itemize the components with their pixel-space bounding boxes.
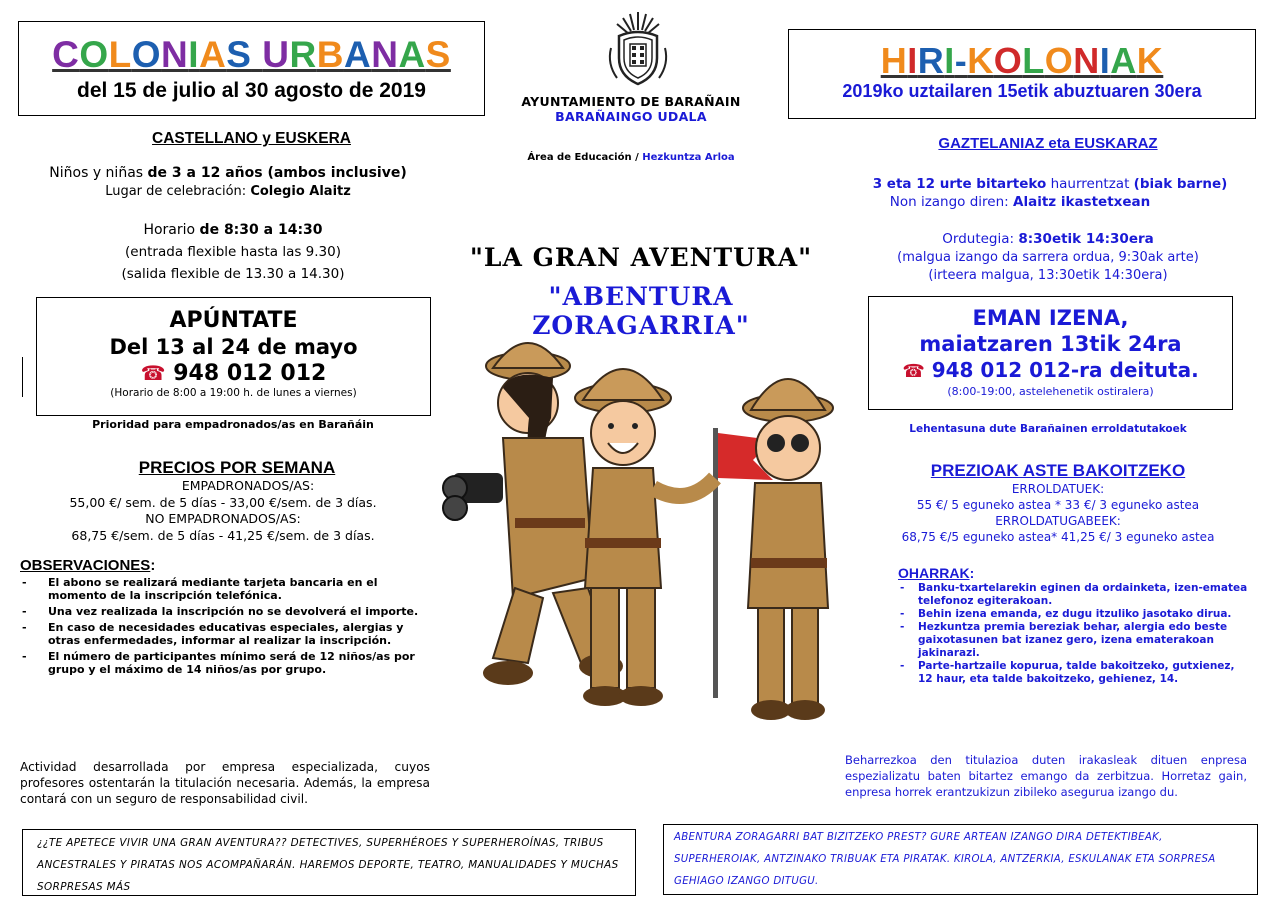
place-es-name: Colegio Alaitz <box>250 184 351 199</box>
signup-phone-eu <box>869 357 1232 385</box>
obs-heading-eu <box>898 565 1248 581</box>
obs-item-es: - El abono se realizará mediante tarjeta bancaria en el momento de la inscripción telefónica. <box>20 576 420 602</box>
schedule-eu-hours: 8:30etik 14:30era <box>1018 231 1154 247</box>
title-eu-letter: K <box>1136 40 1164 81</box>
kid-peeking <box>743 379 833 720</box>
prices-es <box>18 458 428 544</box>
obs-item-eu: - Parte-hartzaile kopurua, talde bakoitzeko, gutxienez, 12 haur, eta talde bakoitzeko, gehienez, 14. <box>898 660 1248 686</box>
prices-registered-eu: 55 €/ 5 eguneko astea * 33 €/ 3 eguneko astea <box>916 498 1200 512</box>
telephone-icon: ☎ <box>140 361 166 385</box>
schedule-es-hours: de 8:30 a 14:30 <box>199 222 323 238</box>
prices-unregistered-es: 68,75 €/sem. de 5 días - 41,25 €/sem. de 3 días. <box>71 528 375 543</box>
title-es-letter: C <box>52 34 80 75</box>
obs-item-eu: - Behin izena emanda, ez dugu itzuliko jasotako dirua. <box>898 608 1248 621</box>
languages-es: CASTELLANO y EUSKERA <box>152 130 351 147</box>
obs-heading-es-colon: : <box>150 557 156 574</box>
title-eu-letter: O <box>993 40 1023 81</box>
phone-number-es: 948 012 012 <box>173 361 327 386</box>
exit-eu: (irteera malgua, 13:30etik 14:30era) <box>928 268 1168 283</box>
dates-es: del 15 de julio al 30 agosto de 2019 <box>77 79 426 102</box>
title-eu-letter: A <box>1110 40 1137 81</box>
obs-heading-es <box>20 557 420 574</box>
signup-hours-es: (Horario de 8:00 a 19:00 h. de lunes a viernes) <box>110 387 357 399</box>
title-es-letter: A <box>199 34 227 75</box>
obs-heading-eu-colon: : <box>969 565 975 581</box>
obs-item-es: - En caso de necesidades educativas especiales, alergias y otras enfermedades, informar al realizar la inscripción. <box>20 621 420 647</box>
dates-eu: 2019ko uztailaren 15etik abuztuaren 30era <box>842 81 1202 101</box>
title-eu-letter: I <box>907 40 918 81</box>
obs-heading-es-text: OBSERVACIONES <box>20 557 151 574</box>
teaser-box-eu <box>663 824 1258 895</box>
title-eu-letter: I <box>1099 40 1111 81</box>
observations-es <box>20 557 420 679</box>
title-es-letter: R <box>289 34 317 75</box>
title-es-letter: A <box>398 34 426 75</box>
entry-eu: (malgua izango da sarrera ordua, 9:30ak arte) <box>897 250 1199 265</box>
obs-item-es: - Una vez realizada la inscripción no se devolverá el importe. <box>20 605 420 618</box>
org-eu: BARAÑAINGO UDALA <box>555 109 707 124</box>
place-es-prefix: Lugar de celebración: <box>105 184 251 199</box>
prices-unregistered-label-es: NO EMPADRONADOS/AS: <box>145 511 301 526</box>
prices-registered-es: 55,00 €/ sem. de 5 días - 33,00 €/sem. de 3 días. <box>69 495 377 510</box>
title-es-letter: O <box>131 34 162 75</box>
audience-es-prefix: Niños y niñas <box>49 165 148 181</box>
telephone-icon: ☎ <box>902 361 925 382</box>
title-eu <box>789 39 1255 83</box>
explorer-kids-illustration <box>433 318 848 738</box>
kid-with-flag <box>575 369 773 706</box>
signup-hours-eu: (8:00-19:00, astelehenetik ostiralera) <box>947 385 1154 398</box>
audience-eu <box>830 176 1270 192</box>
priority-eu: Lehentasuna dute Barañainen erroldatutakoek <box>909 423 1187 435</box>
cursor-bar <box>22 357 23 397</box>
observations-eu <box>898 565 1248 686</box>
place-eu-prefix: Non izango diren: <box>889 194 1014 210</box>
title-es <box>19 33 484 77</box>
schedule-eu-prefix: Ordutegia: <box>942 231 1019 247</box>
exit-es: (salida flexible de 13.30 a 14.30) <box>121 266 345 282</box>
company-eu: Beharrezkoa den titulazioa duten irakasleak dituen enpresa espezializatu baten bitartez emango da zerbitzua. Horretaz gain, enpresa horrek erantzukizun zibileko asegurua izango du. <box>845 753 1247 799</box>
title-eu-letter: H <box>880 40 908 81</box>
signup-phone-es <box>37 360 430 387</box>
schedule-eu <box>848 231 1248 247</box>
title-eu-letter: - <box>954 40 968 81</box>
signup-box-es <box>36 297 431 416</box>
title-eu-letter: K <box>967 40 994 81</box>
place-es <box>18 184 438 199</box>
area-eu: Hezkuntza Arloa <box>642 152 735 163</box>
audience-eu-inclusive: (biak barne) <box>1133 176 1228 192</box>
coat-of-arms-icon <box>603 8 673 90</box>
title-es-letter: I <box>188 34 200 75</box>
prices-unregistered-eu: 68,75 €/5 eguneko astea* 41,25 €/ 3 eguneko astea <box>901 530 1215 544</box>
headline-eu: "ABENTURA ZORAGARRIA" <box>532 282 750 340</box>
phone-number-eu: 948 012 012-ra deituta. <box>931 358 1199 382</box>
signup-box-eu <box>868 296 1233 410</box>
place-eu <box>830 194 1210 210</box>
obs-list-eu <box>898 582 1248 686</box>
signup-dates-eu: maiatzaren 13tik 24ra <box>919 332 1182 356</box>
prices-unregistered-label-eu: ERROLDATUGABEEK: <box>995 514 1121 528</box>
title-es-letter: L <box>108 34 132 75</box>
priority-es: Prioridad para empadronados/as en Barañáin <box>92 418 374 431</box>
title-eu-letter: R <box>917 40 945 81</box>
org-es: AYUNTAMIENTO DE BARAÑAIN <box>521 94 741 109</box>
obs-item-es: - El número de participantes mínimo será de 12 niños/as por grupo y el máximo de 14 niños/as por grupo. <box>20 650 420 676</box>
audience-eu-mid: haurrentzat <box>1046 176 1134 192</box>
obs-list-es <box>20 576 420 676</box>
prices-registered-label-es: EMPADRONADOS/AS: <box>181 478 315 493</box>
teaser-eu: ABENTURA ZORAGARRI BAT BIZITZEKO PREST? GURE ARTEAN IZANGO DIRA DETEKTIBEAK, SUPERHEROIAK, ANTZINAKO TRIBUAK ETA PIRATAK. KIROLA, ANTZERKIA, ESKULANAK ETA SORPRESA GEHIAGO IZANGO DITUGU. <box>674 832 1216 887</box>
prices-registered-label-eu: ERROLDATUEK: <box>1011 482 1105 496</box>
entry-es: (entrada flexible hasta las 9.30) <box>125 244 341 260</box>
place-eu-name: Alaitz ikastetxean <box>1013 194 1151 210</box>
title-es-letter: B <box>316 34 344 75</box>
obs-heading-eu-text: OHARRAK <box>898 565 970 581</box>
audience-eu-ages: 3 eta 12 urte bitarteko <box>872 176 1047 192</box>
company-es: Actividad desarrollada por empresa especializada, cuyos profesores ostentarán la titulación necesaria. Además, la empresa contará con un seguro de responsabilidad civil. <box>20 760 430 806</box>
title-es-letter: O <box>79 34 109 75</box>
obs-item-eu: - Banku-txartelarekin eginen da ordainketa, izen-ematea telefonoz egiterakoan. <box>898 582 1248 608</box>
prices-heading-es: PRECIOS POR SEMANA <box>138 458 336 477</box>
teaser-box-es <box>22 829 636 896</box>
title-eu-letter: O <box>1044 40 1074 81</box>
title-es-letter: A <box>343 34 372 75</box>
schedule-es-prefix: Horario <box>143 222 200 238</box>
area-es: Área de Educación <box>527 152 632 163</box>
title-es-letter: N <box>161 34 189 75</box>
title-es-letter: N <box>371 34 399 75</box>
title-es-letter: U <box>262 34 290 75</box>
title-eu-letter: I <box>944 40 955 81</box>
area-separator: / <box>631 152 643 163</box>
title-es-letter: S <box>425 34 451 75</box>
signup-dates-es: Del 13 al 24 de mayo <box>109 335 358 359</box>
signup-title-es: APÚNTATE <box>169 308 298 333</box>
prices-heading-eu: PREZIOAK ASTE BAKOITZEKO <box>930 461 1186 480</box>
obs-item-eu: - Hezkuntza premia bereziak behar, alergia edo beste gaixotasunen bat izanez gero, izena ematerakoan jakinarazi. <box>898 621 1248 660</box>
audience-es <box>18 164 438 183</box>
headline-es: "LA GRAN AVENTURA" <box>469 243 813 272</box>
title-box-es <box>18 21 485 116</box>
title-es-letter <box>251 34 262 75</box>
title-eu-letter: L <box>1022 40 1045 81</box>
teaser-es: ¿¿TE APETECE VIVIR UNA GRAN AVENTURA?? DETECTIVES, SUPERHÉROES Y SUPERHEROÍNAS, TRIBUS ANCESTRALES Y PIRATAS NOS ACOMPAÑARÁN. HAREMOS DEPORTE, TEATRO, MANUALIDADES Y MUCHAS SORPRESAS MÁS <box>37 837 619 893</box>
signup-title-eu: EMAN IZENA, <box>972 306 1129 330</box>
languages-eu: GAZTELANIAZ eta EUSKARAZ <box>938 135 1158 152</box>
audience-es-ages: de 3 a 12 años (ambos inclusive) <box>147 165 407 181</box>
title-box-eu <box>788 29 1256 119</box>
area-line <box>488 152 774 163</box>
title-es-letter: S <box>226 34 252 75</box>
title-eu-letter: N <box>1073 40 1100 81</box>
schedule-es <box>18 222 448 238</box>
prices-eu <box>848 461 1268 545</box>
